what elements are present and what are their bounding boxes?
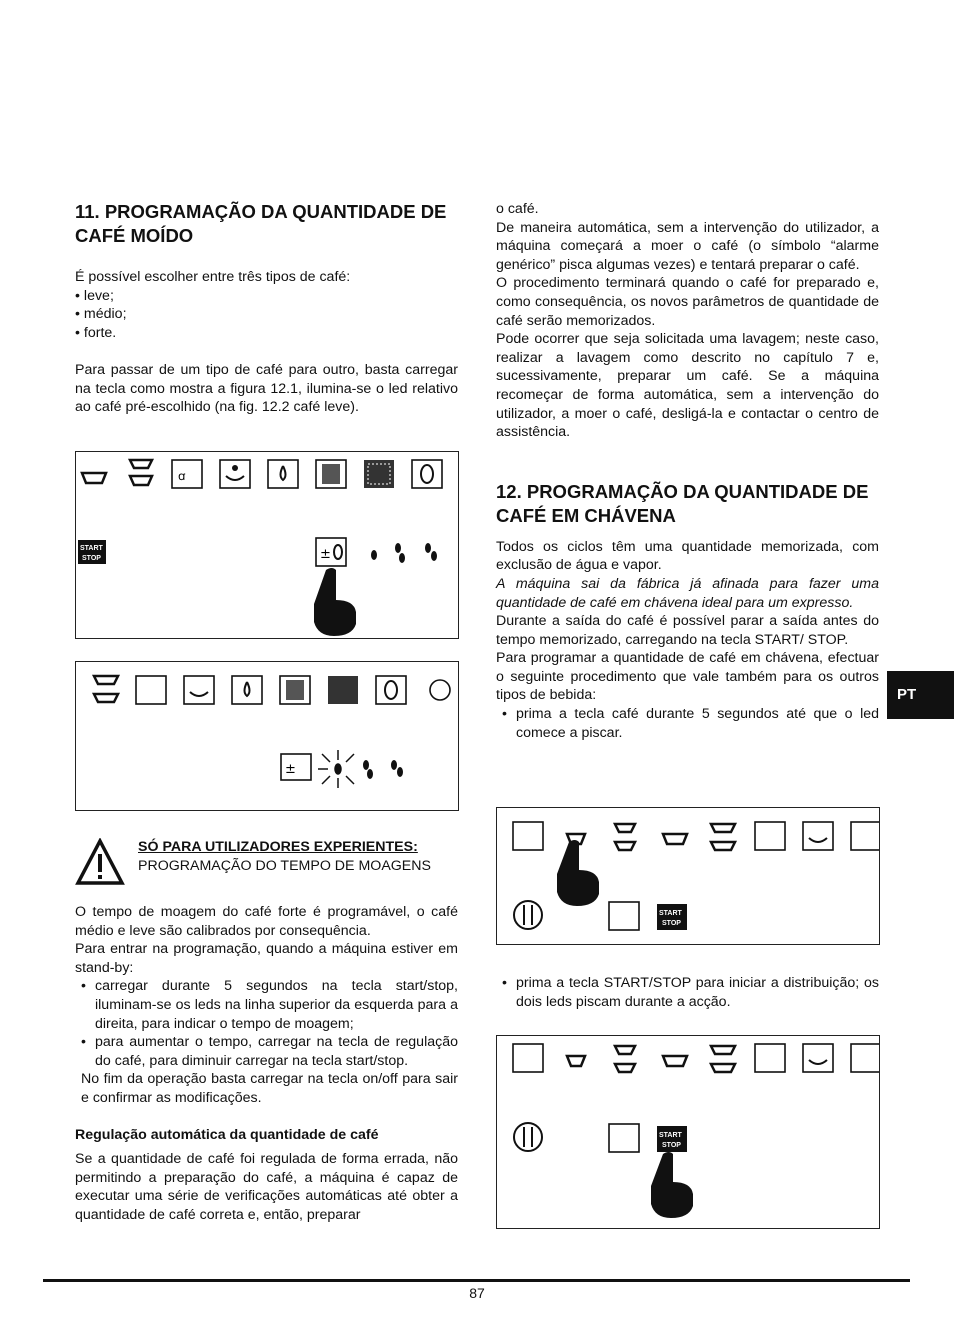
warning-title: SÓ PARA UTILIZADORES EXPERIENTES: (138, 839, 418, 855)
cup-icon (663, 834, 687, 844)
double-cup-icon (130, 460, 152, 485)
steam-icon (803, 1044, 833, 1072)
hot-water-icon (755, 1044, 785, 1072)
paragraph: O procedimento terminará quando o café for preparado e, como consequência, os novos parâmetros de quantidade de café serão memorizados. (496, 275, 879, 329)
paragraph: De maneira automática, sem a intervenção do utilizador, a máquina começará a moer o café (o símbolo “alarme genérico” pisca algumas vezes) e tentará preparar o café. (496, 219, 879, 273)
list-item: • prima a tecla café durante 5 segundos até que o led comece a piscar. (496, 705, 879, 742)
coffee-strength-button (281, 754, 311, 780)
section-12-title: 12. PROGRAMAÇÃO DA QUANTIDADE DE CAFÉ EM CHÁVENA (496, 480, 869, 526)
svg-text:STOP: STOP (662, 920, 681, 927)
stop-label: STOP (82, 555, 101, 562)
water-drop-icon (232, 676, 262, 704)
rinse-icon (513, 1044, 543, 1072)
coffee-bean-icon (376, 676, 406, 704)
grinding-text (75, 903, 458, 1225)
start-stop-button (78, 540, 106, 564)
bean-strength-icon (371, 543, 437, 563)
page-number: 87 (469, 1285, 485, 1301)
paragraph: Para entrar na programação, quando a máquina estiver em stand-by: (75, 941, 458, 976)
grounds-icon (316, 460, 346, 488)
power-led-icon (430, 680, 450, 700)
section-11-title: 11. PROGRAMAÇÃO DA QUANTIDADE DE CAFÉ MOÍDO (75, 201, 447, 246)
blinking-led-icon (318, 750, 354, 788)
list-item: • forte. (75, 324, 458, 343)
language-tab: PT (887, 671, 954, 719)
warning-icon (75, 838, 125, 886)
hot-water-icon (172, 460, 202, 488)
control-panel-figure-3 (496, 807, 880, 945)
hot-water-icon (755, 822, 785, 850)
water-drop-icon (851, 1044, 879, 1072)
control-panel-figure-4 (496, 1035, 880, 1229)
svg-text:START: START (659, 1132, 682, 1139)
svg-text:±: ± (320, 547, 331, 562)
paragraph: Pode ocorrer que seja solicitada uma lavagem; neste caso, realizar a lavagem como descrito no capítulo 7 e, sucessivamente, preparar um café. Se a máquina recomeçar de forma automática, sem a intervenção do utilizador, a moer o café, desligá-la e contactar o centro de assistência. (496, 331, 879, 441)
coffee-bean-icon (412, 460, 442, 488)
coffee-type-list (75, 287, 458, 343)
double-cup-icon (711, 824, 735, 850)
svg-text:START: START (659, 910, 682, 917)
svg-text:ꭤ: ꭤ (178, 469, 186, 483)
double-cup-icon (94, 676, 118, 702)
list-item: • carregar durante 5 segundos na tecla start/stop, iluminam-se os leds na linha superior da esquerda para a direita, para indicar o tempo de moagem; (75, 977, 458, 1033)
intro-text: É possível escolher entre três tipos de café: (75, 269, 351, 285)
paragraph: Para programar a quantidade de café em chávena, efectuar o seguinte procedimento que vale também para os outros tipos de bebida: (496, 650, 879, 704)
paragraph: Todos os ciclos têm uma quantidade memorizada, com exclusão de água e vapor. (496, 538, 879, 574)
list-item: • para aumentar o tempo, carregar na tecla de regulação do café, para diminuir carregar na tecla start/stop. (75, 1033, 458, 1070)
power-button (514, 901, 542, 929)
double-cup-icon (711, 1046, 735, 1072)
paragraph: Se a quantidade de café foi regulada de forma errada, não permitindo a preparação do café, a máquina é capaz de executar uma série de verificações automáticas até obter a quantidade de café correta e, então, preparar (75, 1151, 458, 1223)
coffee-strength-button (316, 538, 346, 566)
pointing-hand-icon (314, 568, 356, 636)
hot-water-icon (609, 1124, 639, 1152)
paragraph: No fim da operação basta carregar na tecla on/off para sair e confirmar as modificações. (81, 1071, 458, 1106)
start-stop-button (657, 1126, 687, 1152)
grid-icon (364, 460, 394, 488)
control-panel-figure-1 (75, 451, 459, 639)
svg-text:STOP: STOP (662, 1142, 681, 1149)
cup-icon (82, 473, 106, 483)
hot-water-icon (136, 676, 166, 704)
section-11-para: Para passar de um tipo de café para outro, basta carregar na tecla como mostra a figura 12.1, ilumina-se o led relativo ao café pré-escolhido (na fig. 12.2 café leve). (75, 361, 458, 416)
steam-icon (220, 460, 250, 488)
cup-icon (663, 1056, 687, 1066)
warning-note (75, 838, 458, 888)
bullet-2-block (496, 974, 879, 1011)
paragraph: A máquina sai da fábrica já afinada para fazer uma quantidade de café em chávena ideal para um expresso. (496, 575, 879, 611)
autoreg-heading: Regulação automática da quantidade de café (75, 1126, 379, 1143)
power-button (514, 1123, 542, 1151)
water-drop-icon (268, 460, 298, 488)
list-item: • prima a tecla START/STOP para iniciar a distribuição; os dois leds piscam durante a acção. (496, 974, 879, 1011)
hot-water-icon (609, 902, 639, 930)
right-column (496, 200, 879, 742)
steam-icon (184, 676, 214, 704)
paragraph: Durante a saída do café é possível parar a saída antes do tempo memorizado, carregando na tecla START/ STOP. (496, 613, 879, 648)
double-cup-icon (615, 824, 635, 850)
control-panel-figure-2 (75, 661, 459, 811)
warning-subtitle: PROGRAMAÇÃO DO TEMPO DE MOAGENS (138, 857, 431, 874)
list-item: • médio; (75, 305, 458, 324)
left-column (75, 200, 458, 417)
footer-rule (43, 1279, 910, 1282)
cup-icon (567, 1056, 585, 1066)
grid-icon (328, 676, 358, 704)
paragraph: o café. (496, 201, 539, 217)
double-cup-icon (615, 1046, 635, 1072)
pointing-hand-icon (557, 840, 599, 906)
list-item: • leve; (75, 287, 458, 306)
grounds-icon (280, 676, 310, 704)
steam-icon (803, 822, 833, 850)
start-stop-button (657, 904, 687, 930)
pointing-hand-icon (651, 1152, 693, 1218)
rinse-icon (513, 822, 543, 850)
start-label: START (80, 545, 103, 552)
water-drop-icon (851, 822, 879, 850)
svg-text:±: ± (285, 762, 296, 777)
bean-strength-icon (363, 760, 403, 779)
paragraph: O tempo de moagem do café forte é programável, o café médio e leve são calibrados por consequência. (75, 904, 458, 939)
